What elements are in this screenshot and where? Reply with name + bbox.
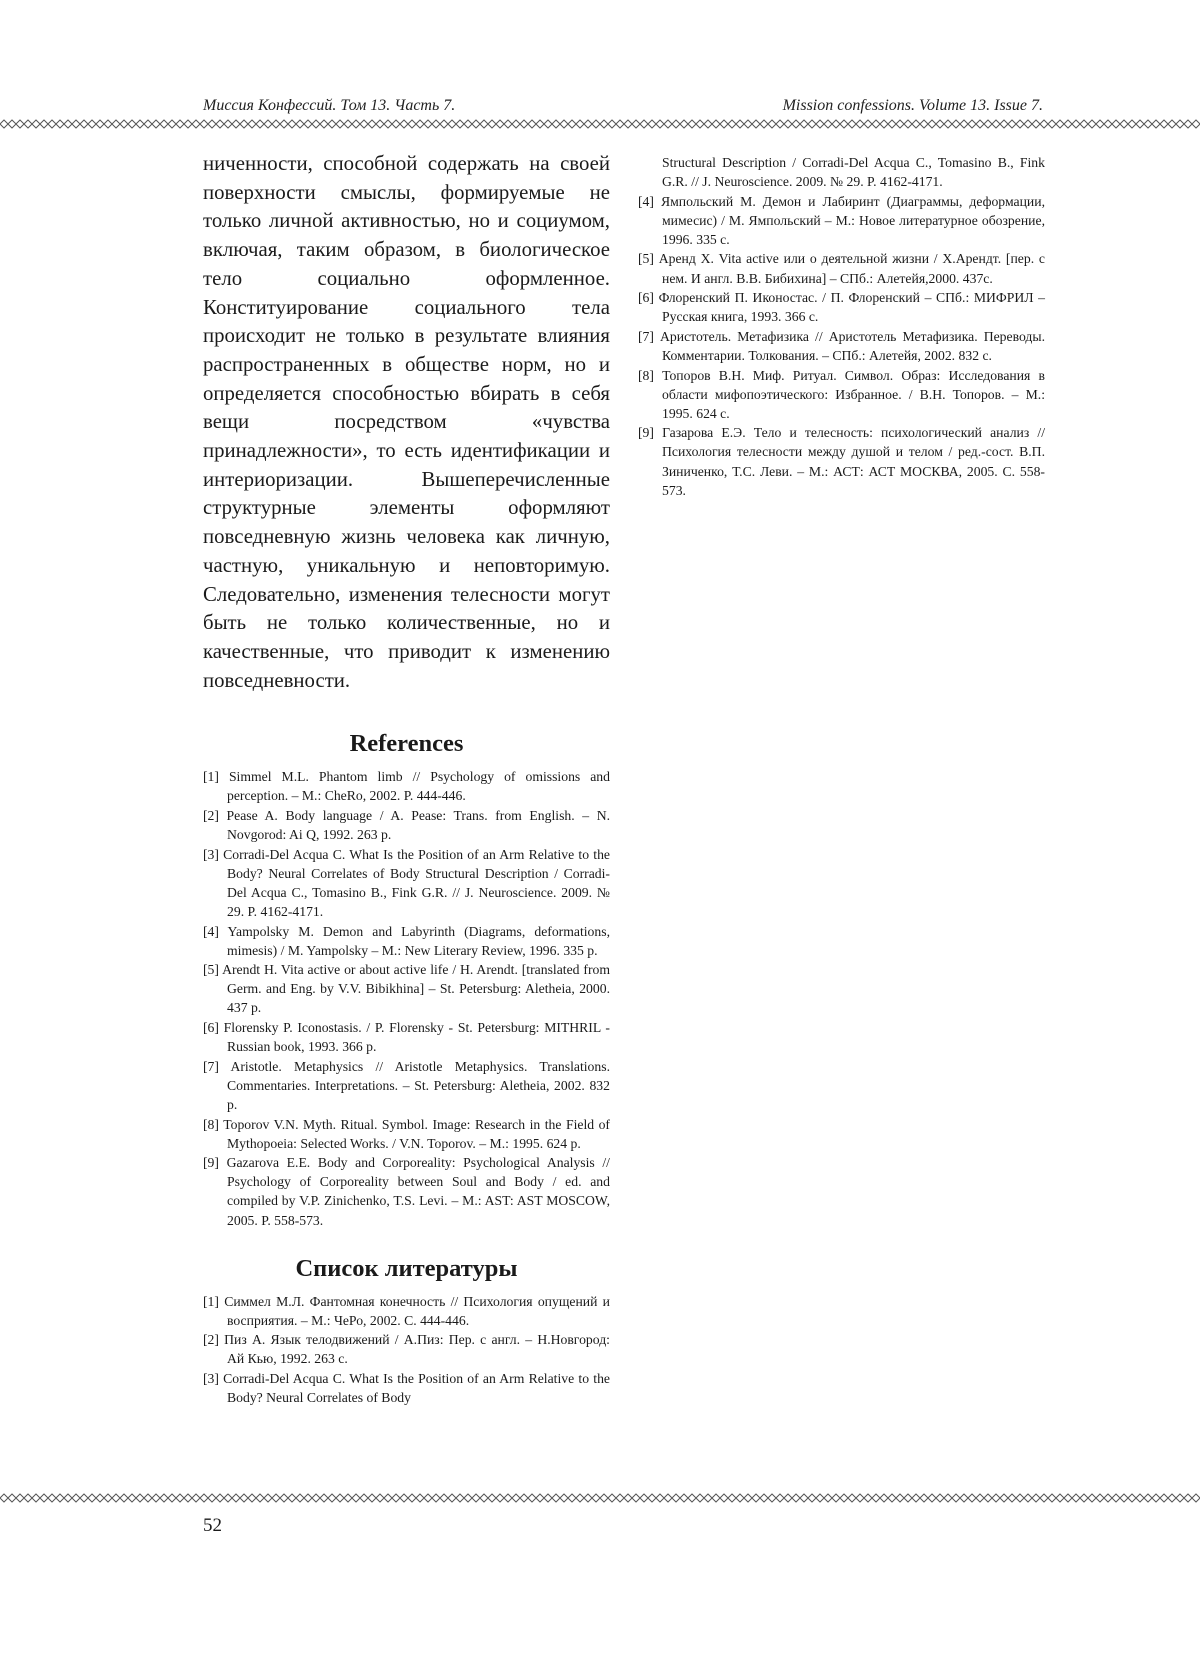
literature-item: [5] Аренд Х. Vita active или о деятельной жизни / Х.Арендт. [пер. с нем. И англ. В.В. Бибихина] – СПб.: Алетейя,2000. 437с.: [638, 251, 1045, 286]
reference-item: [9] Gazarova E.E. Body and Corporeality: Psychological Analysis // Psychology of Corporeality between Soul and Body / ed. and compiled by V.P. Zinichenko, T.S. Levi. – M.: AST: AST MOSCOW, 2005. P. 558-573.: [203, 1155, 610, 1228]
reference-item: [5] Arendt H. Vita active or about active life / H. Arendt. [translated from Germ. and Eng. by V.V. Bibikhina] – St. Petersburg: Aletheia, 2000. 437 p.: [203, 962, 610, 1016]
literature-item-continuation: Structural Description / Corradi-Del Acqua C., Tomasino B., Fink G.R. // J. Neuroscience. 2009. № 29. P. 4162-4171.: [662, 155, 1045, 190]
right-column: [638, 153, 1045, 500]
reference-item: [1] Simmel M.L. Phantom limb // Psychology of omissions and perception. – M.: CheRo, 2002. P. 444-446.: [203, 769, 610, 804]
references-heading: References: [349, 730, 464, 758]
references-list: [203, 767, 610, 1229]
running-header: [203, 97, 1043, 115]
left-column: [203, 150, 610, 1408]
header-journal-ru: Миссия Конфессий. Том 13. Часть 7.: [203, 97, 456, 114]
literature-list-right: [638, 192, 1045, 500]
body-paragraph: ниченности, способной содержать на своей поверхности смыслы, формируемые не только личной активностью, но и социумом, включая, таким образом, в биологическое тело социально оформленное. Конституирование социального тела происходит не только в результате влияния распространенных в обществе норм, но и определяется способностью вбирать в себя вещи посредством «чувства принадлежности», то есть идентификации и интериоризации. Вышеперечисленные структурные элементы оформляют повседневную жизнь человека как личную, частную, уникальную и неповторимую. Следовательно, изменения телесности могут быть не только количественные, но и качественные, что приводит к изменению повседневности.: [203, 152, 610, 692]
literature-item: [2] Пиз А. Язык телодвижений / А.Пиз: Пер. с англ. – Н.Новгород: Ай Кью, 1992. 263 с.: [203, 1332, 610, 1367]
reference-item: [6] Florensky P. Iconostasis. / P. Florensky - St. Petersburg: MITHRIL - Russian book, 1993. 366 p.: [203, 1020, 610, 1055]
page-number: 52: [203, 1515, 222, 1536]
reference-item: [2] Pease A. Body language / A. Pease: Trans. from English. – N. Novgorod: Ai Q, 1992. 263 p.: [203, 808, 610, 843]
literature-item: [7] Аристотель. Метафизика // Аристотель Метафизика. Переводы. Комментарии. Толкования. – СПб.: Алетейя, 2002. 832 с.: [638, 328, 1045, 363]
header-journal-en: Mission confessions. Volume 13. Issue 7.: [782, 97, 1043, 114]
footer-ornament-rule: [0, 1492, 1200, 1504]
literature-item: [4] Ямпольский М. Демон и Лабиринт (Диаграммы, деформации, мимесис) / М. Ямпольский – М.: Новое литературное обозрение, 1996. 335 с.: [638, 193, 1045, 247]
literature-item: [1] Симмел М.Л. Фантомная конечность // Психология опущений и восприятия. – М.: ЧеРо, 2002. С. 444-446.: [203, 1293, 610, 1328]
literature-item: [9] Газарова Е.Э. Тело и телесность: психологический анализ // Психология телесности между душой и телом / ред.-сост. В.П. Зиниченко, Т.С. Леви. – М.: АСТ: АСТ МОСКВА, 2005. С. 558-573.: [638, 425, 1045, 498]
literature-item: [3] Corradi-Del Acqua C. What Is the Position of an Arm Relative to the Body? Neural Correlates of Body: [203, 1370, 610, 1406]
reference-item: [4] Yampolsky M. Demon and Labyrinth (Diagrams, deformations, mimesis) / M. Yampolsky – M.: New Literary Review, 1996. 335 p.: [203, 923, 610, 958]
literature-item: [8] Топоров В.Н. Миф. Ритуал. Символ. Образ: Исследования в области мифопоэтического: Избранное. / В.Н. Топоров. – М.: 1995. 624 с.: [638, 367, 1045, 421]
header-ornament-rule: [0, 118, 1200, 130]
literature-item: [6] Флоренский П. Иконостас. / П. Флоренский – СПб.: МИФРИЛ – Русская книга, 1993. 366 с.: [638, 290, 1045, 325]
reference-item: [3] Corradi-Del Acqua C. What Is the Position of an Arm Relative to the Body? Neural Correlates of Body Structural Description / Corradi-Del Acqua C., Tomasino B., Fink G.R. // J. Neuroscience. 2009. № 29. P. 4162-4171.: [203, 846, 610, 920]
reference-item: [8] Toporov V.N. Myth. Ritual. Symbol. Image: Research in the Field of Mythopoeia: Selected Works. / V.N. Toporov. – M.: 1995. 624 p.: [203, 1116, 610, 1151]
literature-list-left: [203, 1292, 610, 1408]
reference-item: [7] Aristotle. Metaphysics // Aristotle Metaphysics. Translations. Commentaries. Interpretations. – St. Petersburg: Aletheia, 2002. 832 p.: [203, 1058, 610, 1112]
literature-heading: Список литературы: [295, 1254, 518, 1282]
